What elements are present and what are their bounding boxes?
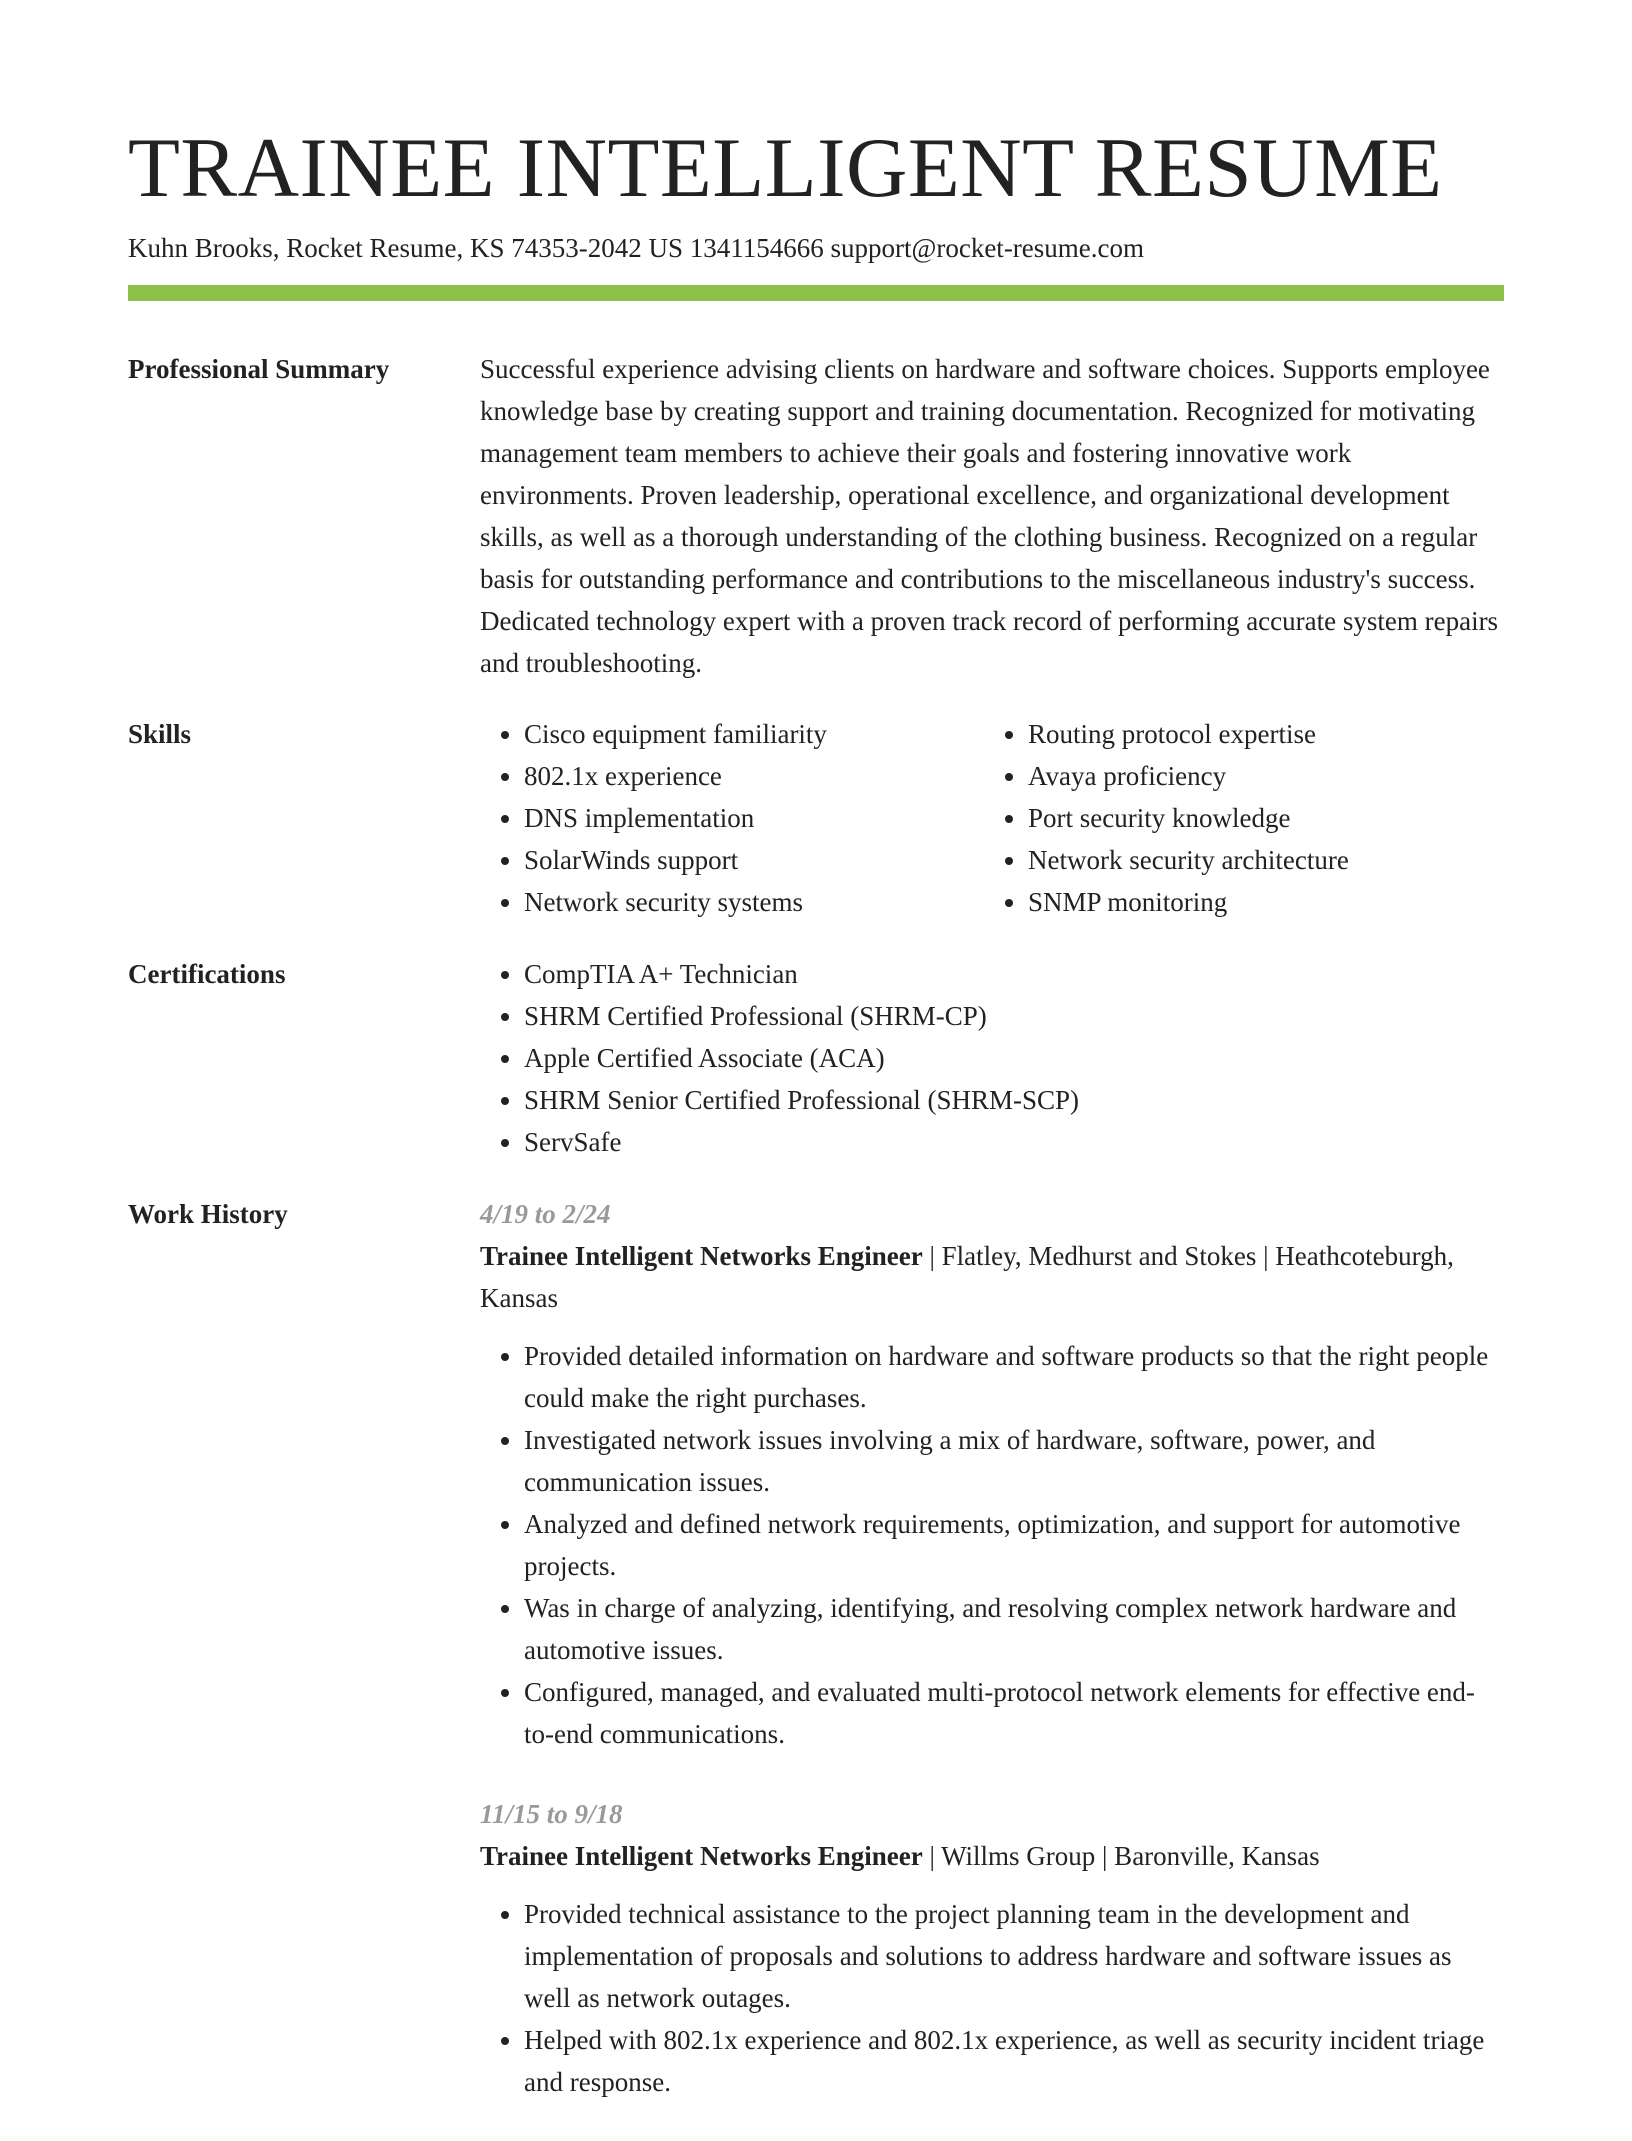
certification-item: • SHRM Senior Certified Professional (SHRM-SCP) <box>524 1079 1504 1121</box>
work-history-label: Work History <box>128 1199 288 1229</box>
summary-text: Successful experience advising clients on hardware and software choices. Supports employee knowledge base by creating support and training documentation. Recognized for motivating management team members to achieve their goals and fostering innovative work environments. Proven leadership, operational excellence, and organizational development skills, as well as a thorough understanding of the clothing business. Recognized on a regular basis for outstanding performance and contributions to the miscellaneous industry's success. Dedicated technology expert with a proven track record of performing accurate system repairs and troubleshooting. <box>480 354 1499 678</box>
skill-item: • Port security knowledge <box>1028 797 1488 839</box>
job-heading <box>480 1835 1504 1877</box>
contact-line: Kuhn Brooks, Rocket Resume, KS 74353-2042 US 1341154666 support@rocket-resume.com <box>128 233 1145 263</box>
skill-item: • 802.1x experience <box>524 755 984 797</box>
skills-columns <box>480 713 1504 923</box>
certifications-body <box>480 953 1504 1163</box>
resume-title: TRAINEE INTELLIGENT RESUME <box>128 121 1443 215</box>
summary-body <box>480 348 1504 684</box>
job-title: Trainee Intelligent Networks Engineer <box>480 1241 923 1271</box>
certification-item: • Apple Certified Associate (ACA) <box>524 1037 1504 1079</box>
skills-column-right <box>984 713 1488 923</box>
job-bullets <box>480 1335 1504 1755</box>
job-bullet: • Was in charge of analyzing, identifying, and resolving complex network hardware and automotive issues. <box>524 1587 1504 1671</box>
skill-item: • Avaya proficiency <box>1028 755 1488 797</box>
skills-column-left <box>480 713 984 923</box>
header-accent-rule <box>128 285 1504 301</box>
job-bullet: • Helped with 802.1x experience and 802.1x experience, as well as security incident triage and response. <box>524 2019 1504 2103</box>
certifications-label: Certifications <box>128 959 286 989</box>
job-dates: 11/15 to 9/18 <box>480 1799 623 1829</box>
certification-item: • ServSafe <box>524 1121 1504 1163</box>
skills-list-left <box>480 713 984 923</box>
skill-item: • SNMP monitoring <box>1028 881 1488 923</box>
skill-item: • Network security systems <box>524 881 984 923</box>
job-bullet: • Provided detailed information on hardware and software products so that the right people could make the right purchases. <box>524 1335 1504 1419</box>
job-title: Trainee Intelligent Networks Engineer <box>480 1841 923 1871</box>
job-employer-location: | Willms Group | Baronville, Kansas <box>922 1841 1320 1871</box>
skill-item: • Routing protocol expertise <box>1028 713 1488 755</box>
summary-label: Professional Summary <box>128 354 390 384</box>
skills-body <box>480 713 1504 923</box>
skills-list-right <box>984 713 1488 923</box>
certification-item: • CompTIA A+ Technician <box>524 953 1504 995</box>
job-heading <box>480 1235 1504 1319</box>
skills-label: Skills <box>128 719 192 749</box>
skill-item: • DNS implementation <box>524 797 984 839</box>
job-bullet: • Investigated network issues involving a mix of hardware, software, power, and communication issues. <box>524 1419 1504 1503</box>
skill-item: • Cisco equipment familiarity <box>524 713 984 755</box>
job-bullets <box>480 1893 1504 2103</box>
job-bullet: • Analyzed and defined network requirements, optimization, and support for automotive projects. <box>524 1503 1504 1587</box>
job-entry <box>480 1793 1504 2103</box>
work-history-body <box>480 1193 1504 2141</box>
job-bullet: • Provided technical assistance to the project planning team in the development and implementation of proposals and solutions to address hardware and software issues as well as network outages. <box>524 1893 1504 2019</box>
certifications-list <box>480 953 1504 1163</box>
job-dates: 4/19 to 2/24 <box>480 1199 611 1229</box>
job-employer-location: | Flatley, Medhurst and Stokes | Heathcoteburgh, Kansas <box>480 1241 1454 1313</box>
skill-item: • SolarWinds support <box>524 839 984 881</box>
certification-item: • SHRM Certified Professional (SHRM-CP) <box>524 995 1504 1037</box>
job-entry <box>480 1193 1504 1755</box>
skill-item: • Network security architecture <box>1028 839 1488 881</box>
job-bullet: • Configured, managed, and evaluated multi-protocol network elements for effective end-to-end communications. <box>524 1671 1504 1755</box>
